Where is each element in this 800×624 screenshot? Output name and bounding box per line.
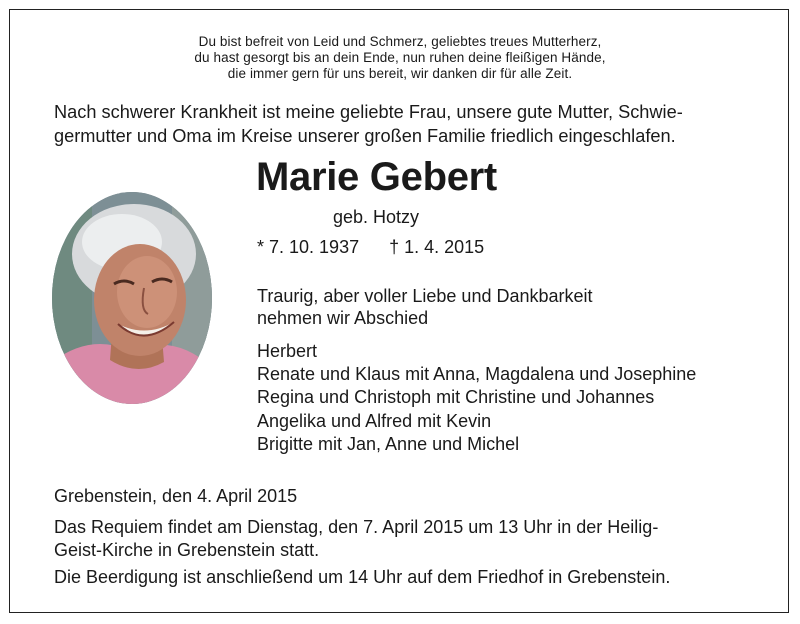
poem [0,34,800,82]
family-member: Regina und Christoph mit Christine und Johannes [257,387,655,408]
portrait-photo [52,192,212,404]
mourning-line: Traurig, aber voller Liebe und Dankbarkeit [257,286,593,306]
requiem-info [54,516,764,561]
family-list [257,340,696,456]
born-name: geb. Hotzy [333,207,420,227]
intro-text [54,100,754,148]
burial-info: Die Beerdigung ist anschließend um 14 Uhr auf dem Friedhof in Grebenstein. [54,567,671,587]
requiem-line: Das Requiem findet am Dienstag, den 7. April 2015 um 13 Uhr in der Heilig- [54,517,659,537]
mourning-line: nehmen wir Abschied [257,308,429,328]
mourning-text [257,285,593,329]
deceased-name: Marie Gebert [256,155,497,199]
birth-date: * 7. 10. 1937 [257,237,360,257]
family-member: Angelika und Alfred mit Kevin [257,410,492,431]
portrait-illustration [52,192,212,404]
intro-line: germutter und Oma im Kreise unserer großen Familie friedlich eingeschlafen. [54,126,676,146]
poem-line: Du bist befreit von Leid und Schmerz, geliebtes treues Mutterherz, [198,34,602,49]
requiem-line: Geist-Kirche in Grebenstein statt. [54,539,320,560]
poem-line: du hast gesorgt bis an dein Ende, nun ruhen deine fleißigen Hände, [194,50,606,65]
place-date: Grebenstein, den 4. April 2015 [54,486,298,506]
poem-line: die immer gern für uns bereit, wir danken dir für alle Zeit. [227,66,573,81]
death-date: † 1. 4. 2015 [389,237,485,257]
life-dates [257,236,484,258]
family-member: Brigitte mit Jan, Anne und Michel [257,433,520,454]
intro-line: Nach schwerer Krankheit ist meine geliebte Frau, unsere gute Mutter, Schwie- [54,102,683,122]
family-member: Herbert [257,341,318,361]
family-member: Renate und Klaus mit Anna, Magdalena und Josephine [257,364,697,385]
